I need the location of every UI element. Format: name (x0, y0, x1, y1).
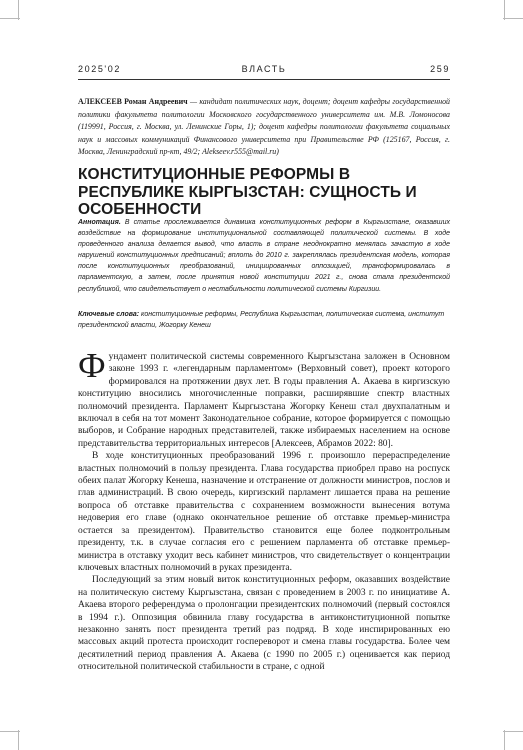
paragraph-2: В ходе конституционных преобразований 1996 г. произошло перераспределение властных полномочий в пользу президента. Глава государства приобрел право на роспуск обеих палат Жогорку Кенеша, назначение и отстранение от должности министров, послов и глав администраций. В свою очередь, киргизский парламент лишается права на решение вопроса об отставке правительства с сохранением возможности вынесения вотума недоверия его главе (однако окончательное решение об отставке премьер-министра остается за президентом). Правительство становится еще более подконтрольным президенту, т.к. в случае согласия его с решением парламента об отставке премьер-министра в отставку уходит весь кабинет министров, что свидетельствует о концентрации ключевых властных полномочий в руках президента. (78, 451, 450, 573)
drop-cap: Ф (78, 346, 106, 385)
paragraph-1 (78, 346, 450, 450)
crop-mark (0, 731, 20, 732)
article-title: КОНСТИТУЦИОННЫЕ РЕФОРМЫ В РЕСПУБЛИКЕ КЫРГЫЗСТАН: СУЩНОСТЬ И ОСОБЕННОСТИ (78, 166, 417, 218)
crop-mark (503, 18, 523, 19)
abstract (78, 217, 450, 295)
keywords-label: Ключевые слова: (78, 311, 140, 318)
crop-mark (503, 731, 523, 732)
page-number: 259 (430, 64, 450, 74)
crop-mark (18, 0, 19, 20)
crop-mark (0, 18, 20, 19)
paragraph-1-text: ундамент политической системы современного Кыргызстана заложен в Основном законе 1993 г. «легендарным парламентом» (Верховный совет), проект которого формировался на протяжении двух лет. В годы правления А. Акаева в киргизскую конституцию вносились многочисленные поправки, расширявшие спектр властных полномочий президента. Парламент Кыргызстана Жогорку Кенеш стал двухпалатным и включал в себя на тот момент Законодательное собрание, которое формируется с помощью выборов, и Собрание народных представителей, также избираемых населением на основе представительства территориальных интересов [Алексеев, Абрамов 2022: 80]. (78, 352, 450, 449)
abstract-text: В статье прослеживается динамика конституционных реформ в Кыргызстане, оказавших воздействие на формирование институциональной составляющей политической системы. В ходе проведенного анализа делается вывод, что власть в стране неоднократно менялась зачастую в ходе нарушений конституционных предписаний; вплоть до 2010 г. закреплялась президентская модель, которая после конституционных преобразований, инициированных оппозицией, трансформировалась в парламентскую, а затем, после принятия новой конституции 2021 г., снова стала президентской республикой, что свидетельствует о нестабильности политической системы Киргизии. (78, 219, 450, 293)
header-divider (78, 79, 450, 80)
keywords-text: конституционные реформы, Республика Кыргызстан, политическая система, институт президентской власти, Жогорку Кенеш (78, 311, 445, 330)
author-bio: — кандидат политических наук, доцент; доцент кафедры государственной политики факультета политологии Московского государственного университета им. М.В. Ломоносова (119991, Россия, г. Москва, ул. Ленинские Горы, 1); доцент кафедры политологии факультета социальных наук и массовых коммуникаций Финансового университета при Правительстве РФ (125167, Россия, г. Москва, Ленинградский пр-кт, 49/2; Alekseev.r555@mail.ru) (78, 97, 450, 157)
paragraph-3: Последующий за этим новый виток конституционных реформ, оказавших воздействие на политическую систему Кыргызстана, связан с проведением в 2003 г. по инициативе А. Акаева второго референдума о пролонгации президентских полномочий (первый состоялся в 1994 г.). Оппозиция обвинила главу государства в антиконституционной попытке незаконно занять пост президента третий раз подряд. В ходе инспирированных ею массовых акций протеста происходит госпереворот и смена главы государства. Более чем десятилетний период правления А. Акаева (с 1990 по 2005 г.) оценивается как период относительной политической стабильности в стране, с одной (78, 575, 450, 673)
issue-label: 2025'02 (78, 64, 121, 74)
keywords (78, 309, 450, 331)
journal-name: ВЛАСТЬ (241, 64, 287, 74)
crop-mark (504, 730, 505, 750)
article-body (78, 346, 450, 674)
crop-mark (18, 730, 19, 750)
crop-mark (504, 0, 505, 20)
author-info (78, 96, 450, 159)
abstract-label: Аннотация. (78, 219, 121, 226)
author-name: АЛЕКСЕЕВ Роман Андреевич (78, 97, 188, 106)
